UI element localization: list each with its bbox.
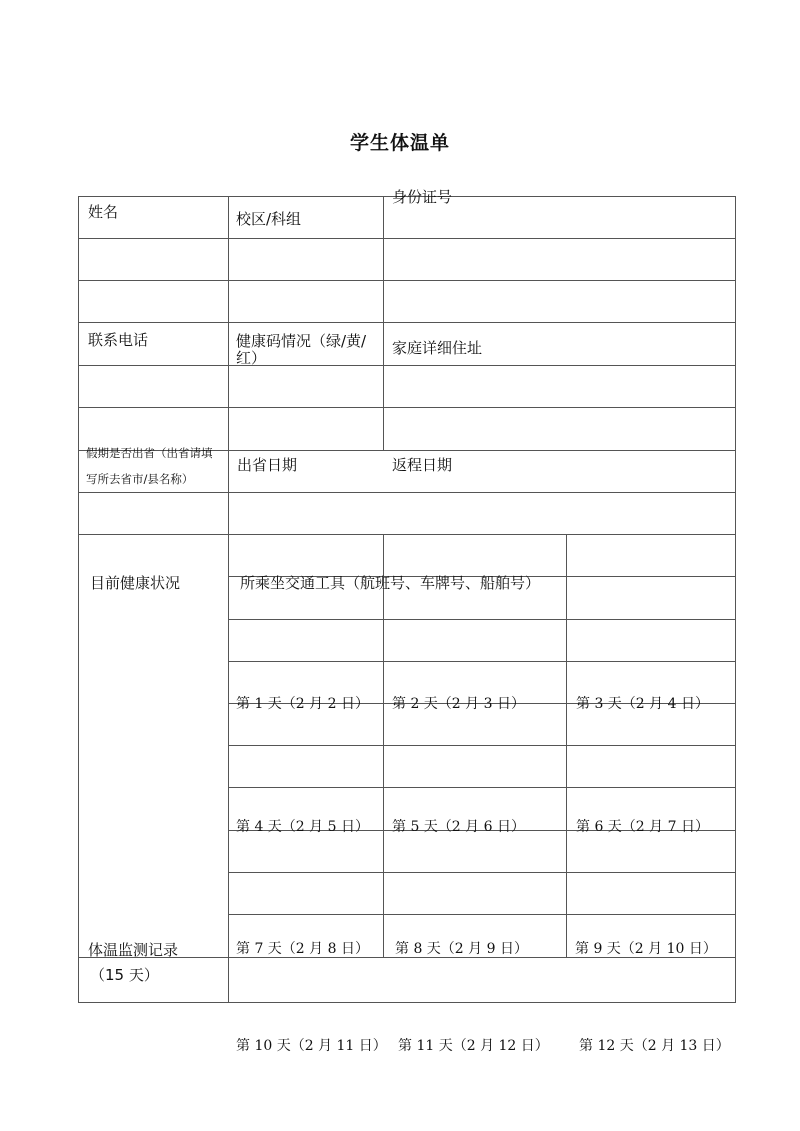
out-province-label-line2: 写所去省市/县名称） — [86, 472, 194, 486]
row-line — [78, 238, 736, 239]
row-line — [228, 661, 736, 662]
col-line — [228, 196, 229, 1003]
campus-label: 校区/科组 — [236, 210, 302, 228]
row-line — [228, 914, 736, 915]
row-line — [78, 322, 736, 323]
temperature-days-label: （15 天） — [90, 966, 159, 984]
transport-label: 所乘坐交通工具（航班号、车牌号、船舶号） — [240, 574, 541, 592]
row-line — [228, 787, 736, 788]
day-8-label: 第 8 天（2 月 9 日） — [395, 941, 528, 957]
col-line-left — [78, 196, 79, 1003]
out-province-label-line1: 假期是否出省（出省请填 — [86, 446, 213, 460]
row-line — [228, 745, 736, 746]
day-2-label: 第 2 天（2 月 3 日） — [392, 696, 525, 712]
day-1-label: 第 1 天（2 月 2 日） — [236, 696, 369, 712]
col-line — [566, 534, 567, 957]
row-line — [228, 619, 736, 620]
col-line — [383, 534, 384, 957]
health-code-label-line1: 健康码情况（绿/黄/ — [236, 332, 367, 350]
return-date-label: 返程日期 — [392, 456, 453, 474]
id-number-label: 身份证号 — [392, 188, 453, 206]
day-10-label: 第 10 天（2 月 11 日） — [236, 1038, 387, 1054]
health-code-label-line2: 红） — [236, 349, 267, 367]
day-6-label: 第 6 天（2 月 7 日） — [576, 819, 709, 835]
day-4-label: 第 4 天（2 月 5 日） — [236, 819, 369, 835]
phone-label: 联系电话 — [88, 331, 149, 349]
temperature-record-label: 体温监测记录 — [88, 941, 179, 959]
name-label: 姓名 — [88, 203, 119, 221]
day-5-label: 第 5 天（2 月 6 日） — [392, 819, 525, 835]
row-line — [78, 365, 736, 366]
day-7-label: 第 7 天（2 月 8 日） — [236, 941, 369, 957]
row-line — [228, 872, 736, 873]
departure-date-label: 出省日期 — [237, 456, 298, 474]
col-line — [383, 196, 384, 450]
day-12-label: 第 12 天（2 月 13 日） — [579, 1038, 730, 1054]
page-title: 学生体温单 — [349, 132, 450, 154]
health-status-label: 目前健康状况 — [90, 574, 181, 592]
row-line-bottom — [78, 1002, 736, 1003]
col-line-right — [735, 196, 736, 1003]
row-line — [78, 280, 736, 281]
day-3-label: 第 3 天（2 月 4 日） — [576, 696, 709, 712]
day-11-label: 第 11 天（2 月 12 日） — [398, 1038, 549, 1054]
day-9-label: 第 9 天（2 月 10 日） — [575, 941, 717, 957]
row-line — [78, 534, 736, 535]
row-line — [78, 407, 736, 408]
row-line — [78, 492, 736, 493]
address-label: 家庭详细住址 — [392, 339, 483, 357]
